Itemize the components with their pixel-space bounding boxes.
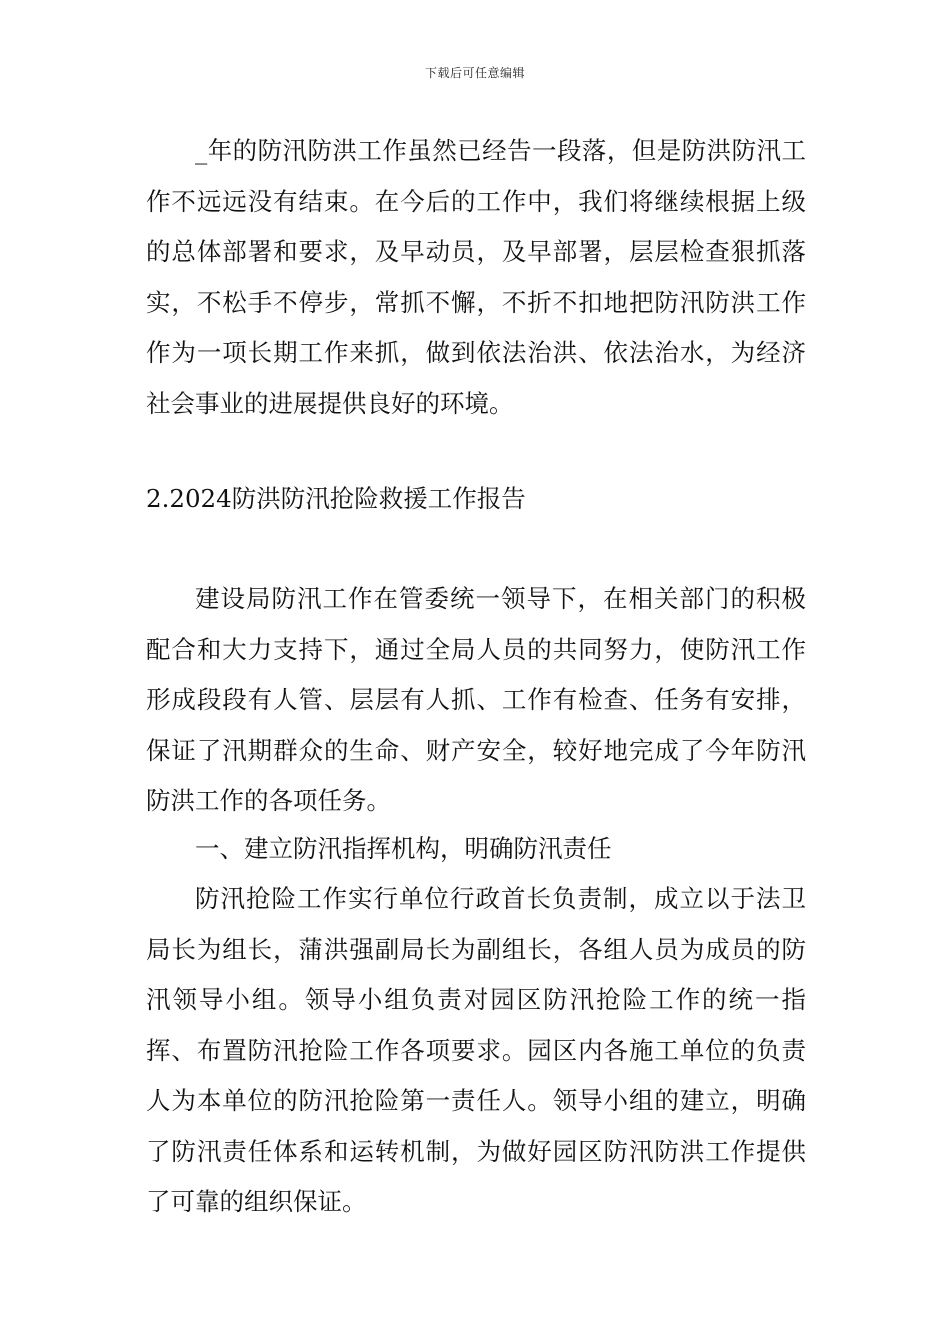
section-title-1: 一、建立防汛指挥机构，明确防汛责任: [195, 834, 612, 863]
paragraph-conclusion: _年的防汛防洪工作虽然已经告一段落，但是防洪防汛工作不远远没有结束。在今后的工作中，我们将继续根据上级的总体部署和要求，及早动员，及早部署，层层检查狠抓落实，不松手不停步，常抓不懈，不折不扣地把防汛防洪工作作为一项长期工作来抓，做到依法治洪、依法治水，为经济社会事业的进展提供良好的环境。: [146, 136, 806, 418]
page-header: 下载后可任意编辑: [424, 66, 525, 80]
paragraph-intro: 建设局防汛工作在管委统一领导下，在相关部门的积极配合和大力支持下，通过全局人员的共同努力，使防汛工作形成段段有人管、层层有人抓、工作有检查、任务有安排，保证了汛期群众的生命、财产安全，较好地完成了今年防汛防洪工作的各项任务。: [146, 584, 806, 815]
report-heading: 2.2024防洪防汛抢险救援工作报告: [146, 484, 526, 513]
paragraph-section-1: 防汛抢险工作实行单位行政首长负责制，成立以于法卫局长为组长，蒲洪强副局长为副组长，各组人员为成员的防汛领导小组。领导小组负责对园区防汛抢险工作的统一指挥、布置防汛抢险工作各项要求。园区内各施工单位的负责人为本单位的防汛抢险第一责任人。领导小组的建立，明确了防汛责任体系和运转机制，为做好园区防汛防洪工作提供了可靠的组织保证。: [146, 884, 806, 1216]
